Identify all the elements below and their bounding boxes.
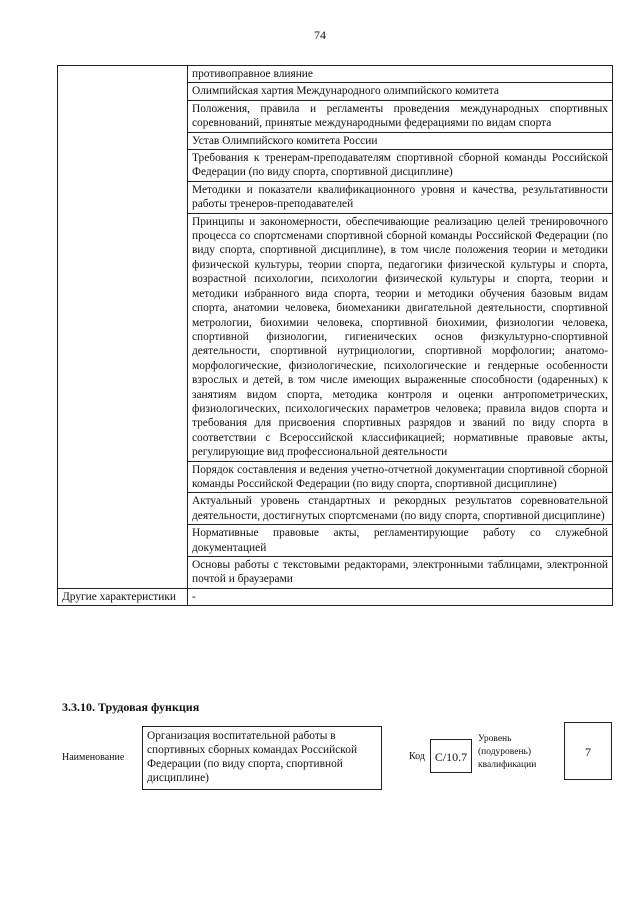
level-box: 7 (564, 722, 612, 780)
knowledge-item: Актуальный уровень стандартных и рекордных результатов соревновательной деятельности, достигнутых спортсменами (по виду спорта, спортивной дисциплине) (188, 493, 613, 525)
knowledge-item: Положения, правила и регламенты проведения международных спортивных соревнований, принятые международными федерациями по видам спорта (188, 100, 613, 132)
other-characteristics-value: - (188, 588, 613, 605)
table-row (58, 66, 613, 83)
other-characteristics-label: Другие характеристики (58, 588, 188, 605)
knowledge-item: Порядок составления и ведения учетно-отчетной документации спортивной сборной команды Российской Федерации (по виду спорта, спортивной дисциплине) (188, 461, 613, 493)
knowledge-item: Основы работы с текстовыми редакторами, электронными таблицами, электронной почтой и браузерами (188, 557, 613, 589)
name-label: Наименование (62, 752, 125, 763)
knowledge-item: Нормативные правовые акты, регламентирующие работу со служебной документацией (188, 525, 613, 557)
knowledge-item: Принципы и закономерности, обеспечивающие реализацию целей тренировочного процесса со спортсменами спортивной сборной команды Российской Федерации (по виду спорта, спортивной дисциплине), в том числе положения теории и методики физической культуры, теории спорта, педагогики физической культуры и спорта, возрастной психологии, психологии физической культуры и спорта, теории и методики избранного вида спорта, теории и методики обучения базовым видам спорта, анатомии человека, биомеханики двигательной деятельности, спортивной метрологии, биохимии человека, спортивной биохимии, физиологии человека, спортивной физиологии, гигиенических основ физкультурно-спортивной деятельности, спортивной нутрициологии, спортивной морфологии; анатомо-морфологические, физиологические, психологические и гендерные особенности взрослых и детей, в том числе имеющих выраженные способности (одаренных) к занятиям видом спорта, методика контроля и оценки антропометрических, физиологических, психологических параметров человека; правила видов спорта и требования для присвоения спортивных разрядов и званий по виду спорта в соответствии с Всероссийской классификацией; нормативные правовые акты, регулирующие вид профессиональной деятельности (188, 213, 613, 461)
knowledge-item: Олимпийская хартия Международного олимпийского комитета (188, 83, 613, 100)
knowledge-item: противоправное влияние (188, 66, 613, 83)
page-number: 74 (314, 28, 326, 42)
knowledge-item: Методики и показатели квалификационного уровня и качества, результативности работы тренеров-преподавателей (188, 181, 613, 213)
row-label-cell (58, 66, 188, 589)
level-label: Уровень (подуровень) квалификации (478, 734, 537, 770)
table-row (58, 588, 613, 605)
knowledge-item: Требования к тренерам-преподавателям спортивной сборной команды Российской Федерации (по виду спорта, спортивной дисциплине) (188, 150, 613, 182)
code-box: С/10.7 (430, 739, 472, 773)
knowledge-item: Устав Олимпийского комитета России (188, 132, 613, 149)
section-title: 3.3.10. Трудовая функция (62, 700, 200, 714)
function-name-box: Организация воспитательной работы в спортивных сборных командах Российской Федерации (по виду спорта, спортивной дисциплине) (142, 726, 382, 790)
knowledge-table (57, 65, 613, 606)
code-label: Код (409, 751, 425, 762)
